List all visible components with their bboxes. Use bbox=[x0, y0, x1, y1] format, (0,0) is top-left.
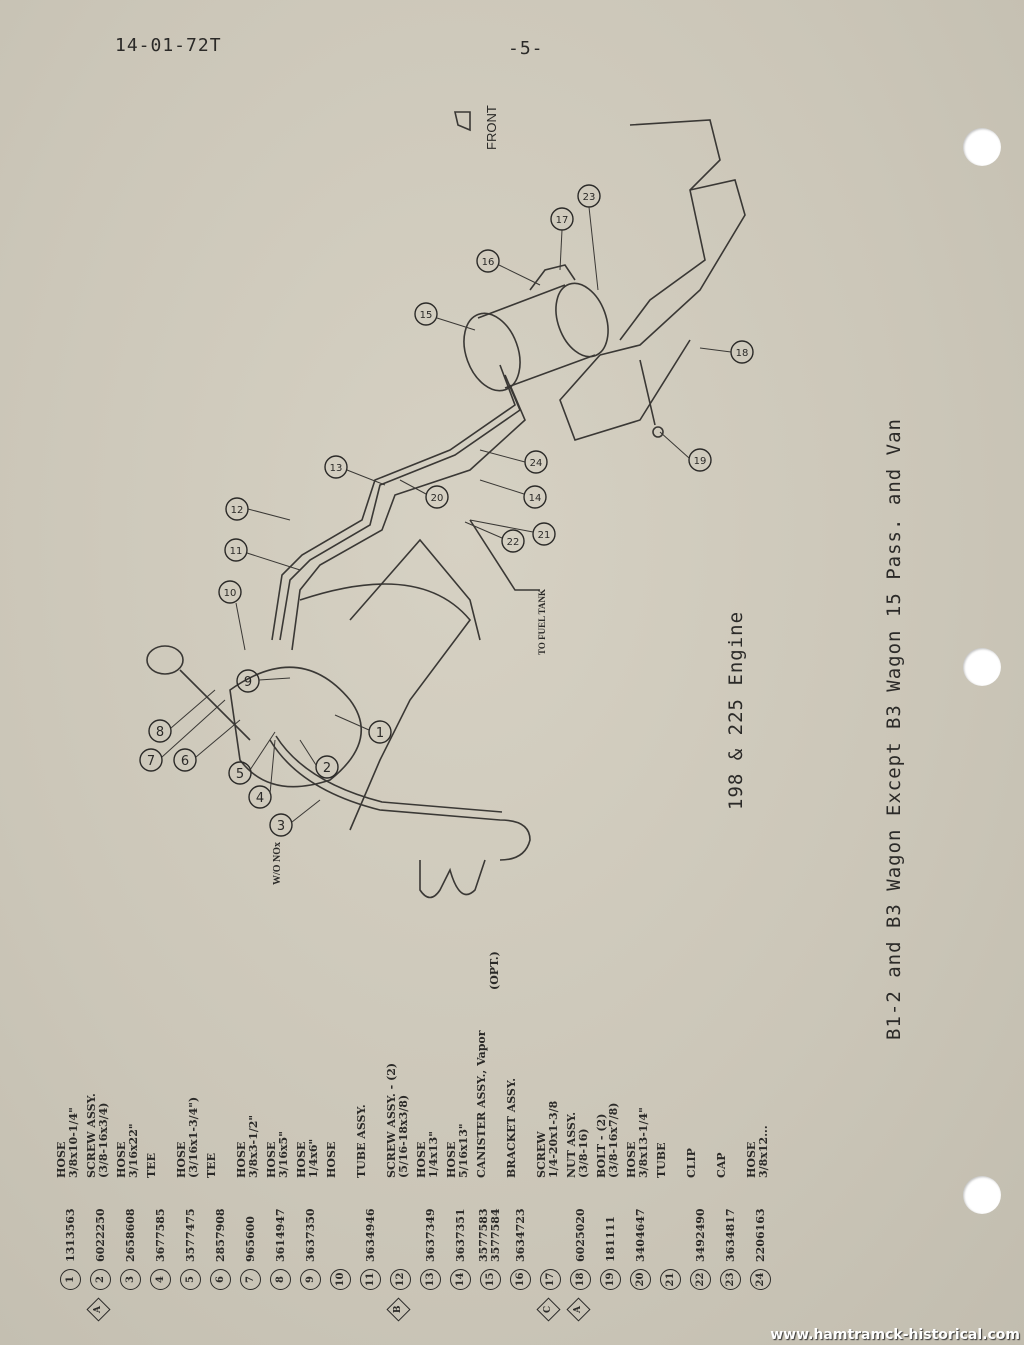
svg-text:10: 10 bbox=[223, 588, 237, 599]
engine-caption: 198 & 225 Engine bbox=[725, 610, 747, 810]
svg-text:18: 18 bbox=[735, 348, 749, 359]
svg-text:4: 4 bbox=[255, 791, 265, 806]
svg-text:15: 15 bbox=[419, 310, 433, 321]
svg-text:8: 8 bbox=[155, 725, 165, 740]
svg-text:6: 6 bbox=[180, 754, 190, 769]
page-number: -5- bbox=[508, 38, 544, 59]
to-fuel-tank-label: TO FUEL TANK bbox=[537, 588, 547, 655]
svg-text:5: 5 bbox=[235, 767, 245, 782]
svg-text:17: 17 bbox=[555, 215, 569, 226]
document-number: 14-01-72T bbox=[115, 35, 222, 56]
svg-text:11: 11 bbox=[229, 546, 243, 557]
svg-text:12: 12 bbox=[230, 505, 244, 516]
site-watermark: www.hamtramck-historical.com bbox=[770, 1327, 1020, 1343]
svg-text:3: 3 bbox=[276, 819, 286, 834]
svg-text:1: 1 bbox=[375, 726, 385, 741]
svg-text:24: 24 bbox=[529, 458, 543, 469]
svg-text:2: 2 bbox=[322, 761, 332, 776]
svg-text:9: 9 bbox=[243, 675, 253, 690]
svg-text:23: 23 bbox=[582, 192, 596, 203]
svg-text:13: 13 bbox=[329, 463, 343, 474]
front-label: FRONT bbox=[484, 105, 499, 150]
svg-text:22: 22 bbox=[506, 537, 520, 548]
svg-text:16: 16 bbox=[481, 257, 495, 268]
parts-list: 1 1313563 HOSE 3/8x10-1/4" A 2 6022250 SCREW ASSY. (3/8-16x3/4) 3 2658608 HOSE 3/16x22" 4 3677585 TEE 5 3577475 HOSE (3/16x1-3/4") 6 2857908 TEE 7 965600 HOSE 3/8x3-1/2" 8 3614947 HOSE 3/16x5" 9 3637350 HOSE 1/4x6" 10 HOSE 11 3634946 TUBE ASSY. B 12 SCREW ASSY. - (2) (5/16-18x3/8) 13 3637349 HOSE 1/4x13" 14 3637351 HOSE 5/16x13" 15 3577583 3577584 CANISTER ASSY., Vapor 16 3634723 BRACKET ASSY. C 17 SCREW 1/4-20x1-3/8 A 18 6025020 NUT ASSY. (3/8-16) 19 181111 BOLT - (2) (3/8-16x7/8) 20 3404647 HOSE 3/8x13-1/4" 21 TUBE 22 3492490 CLIP 23 3634817 CAP 24 2206163 HOSE 3/8x12... (OPT.) bbox=[60, 70, 830, 1320]
svg-text:19: 19 bbox=[693, 456, 707, 467]
svg-text:20: 20 bbox=[430, 493, 444, 504]
svg-text:21: 21 bbox=[537, 530, 551, 541]
svg-text:7: 7 bbox=[146, 754, 156, 769]
optional-label: (OPT.) bbox=[488, 951, 501, 990]
svg-text:14: 14 bbox=[528, 493, 542, 504]
wo-nox-label: W/O NOx bbox=[272, 841, 283, 885]
model-caption: B1-2 and B3 Wagon Except B3 Wagon 15 Pass. and Van bbox=[883, 418, 905, 1040]
